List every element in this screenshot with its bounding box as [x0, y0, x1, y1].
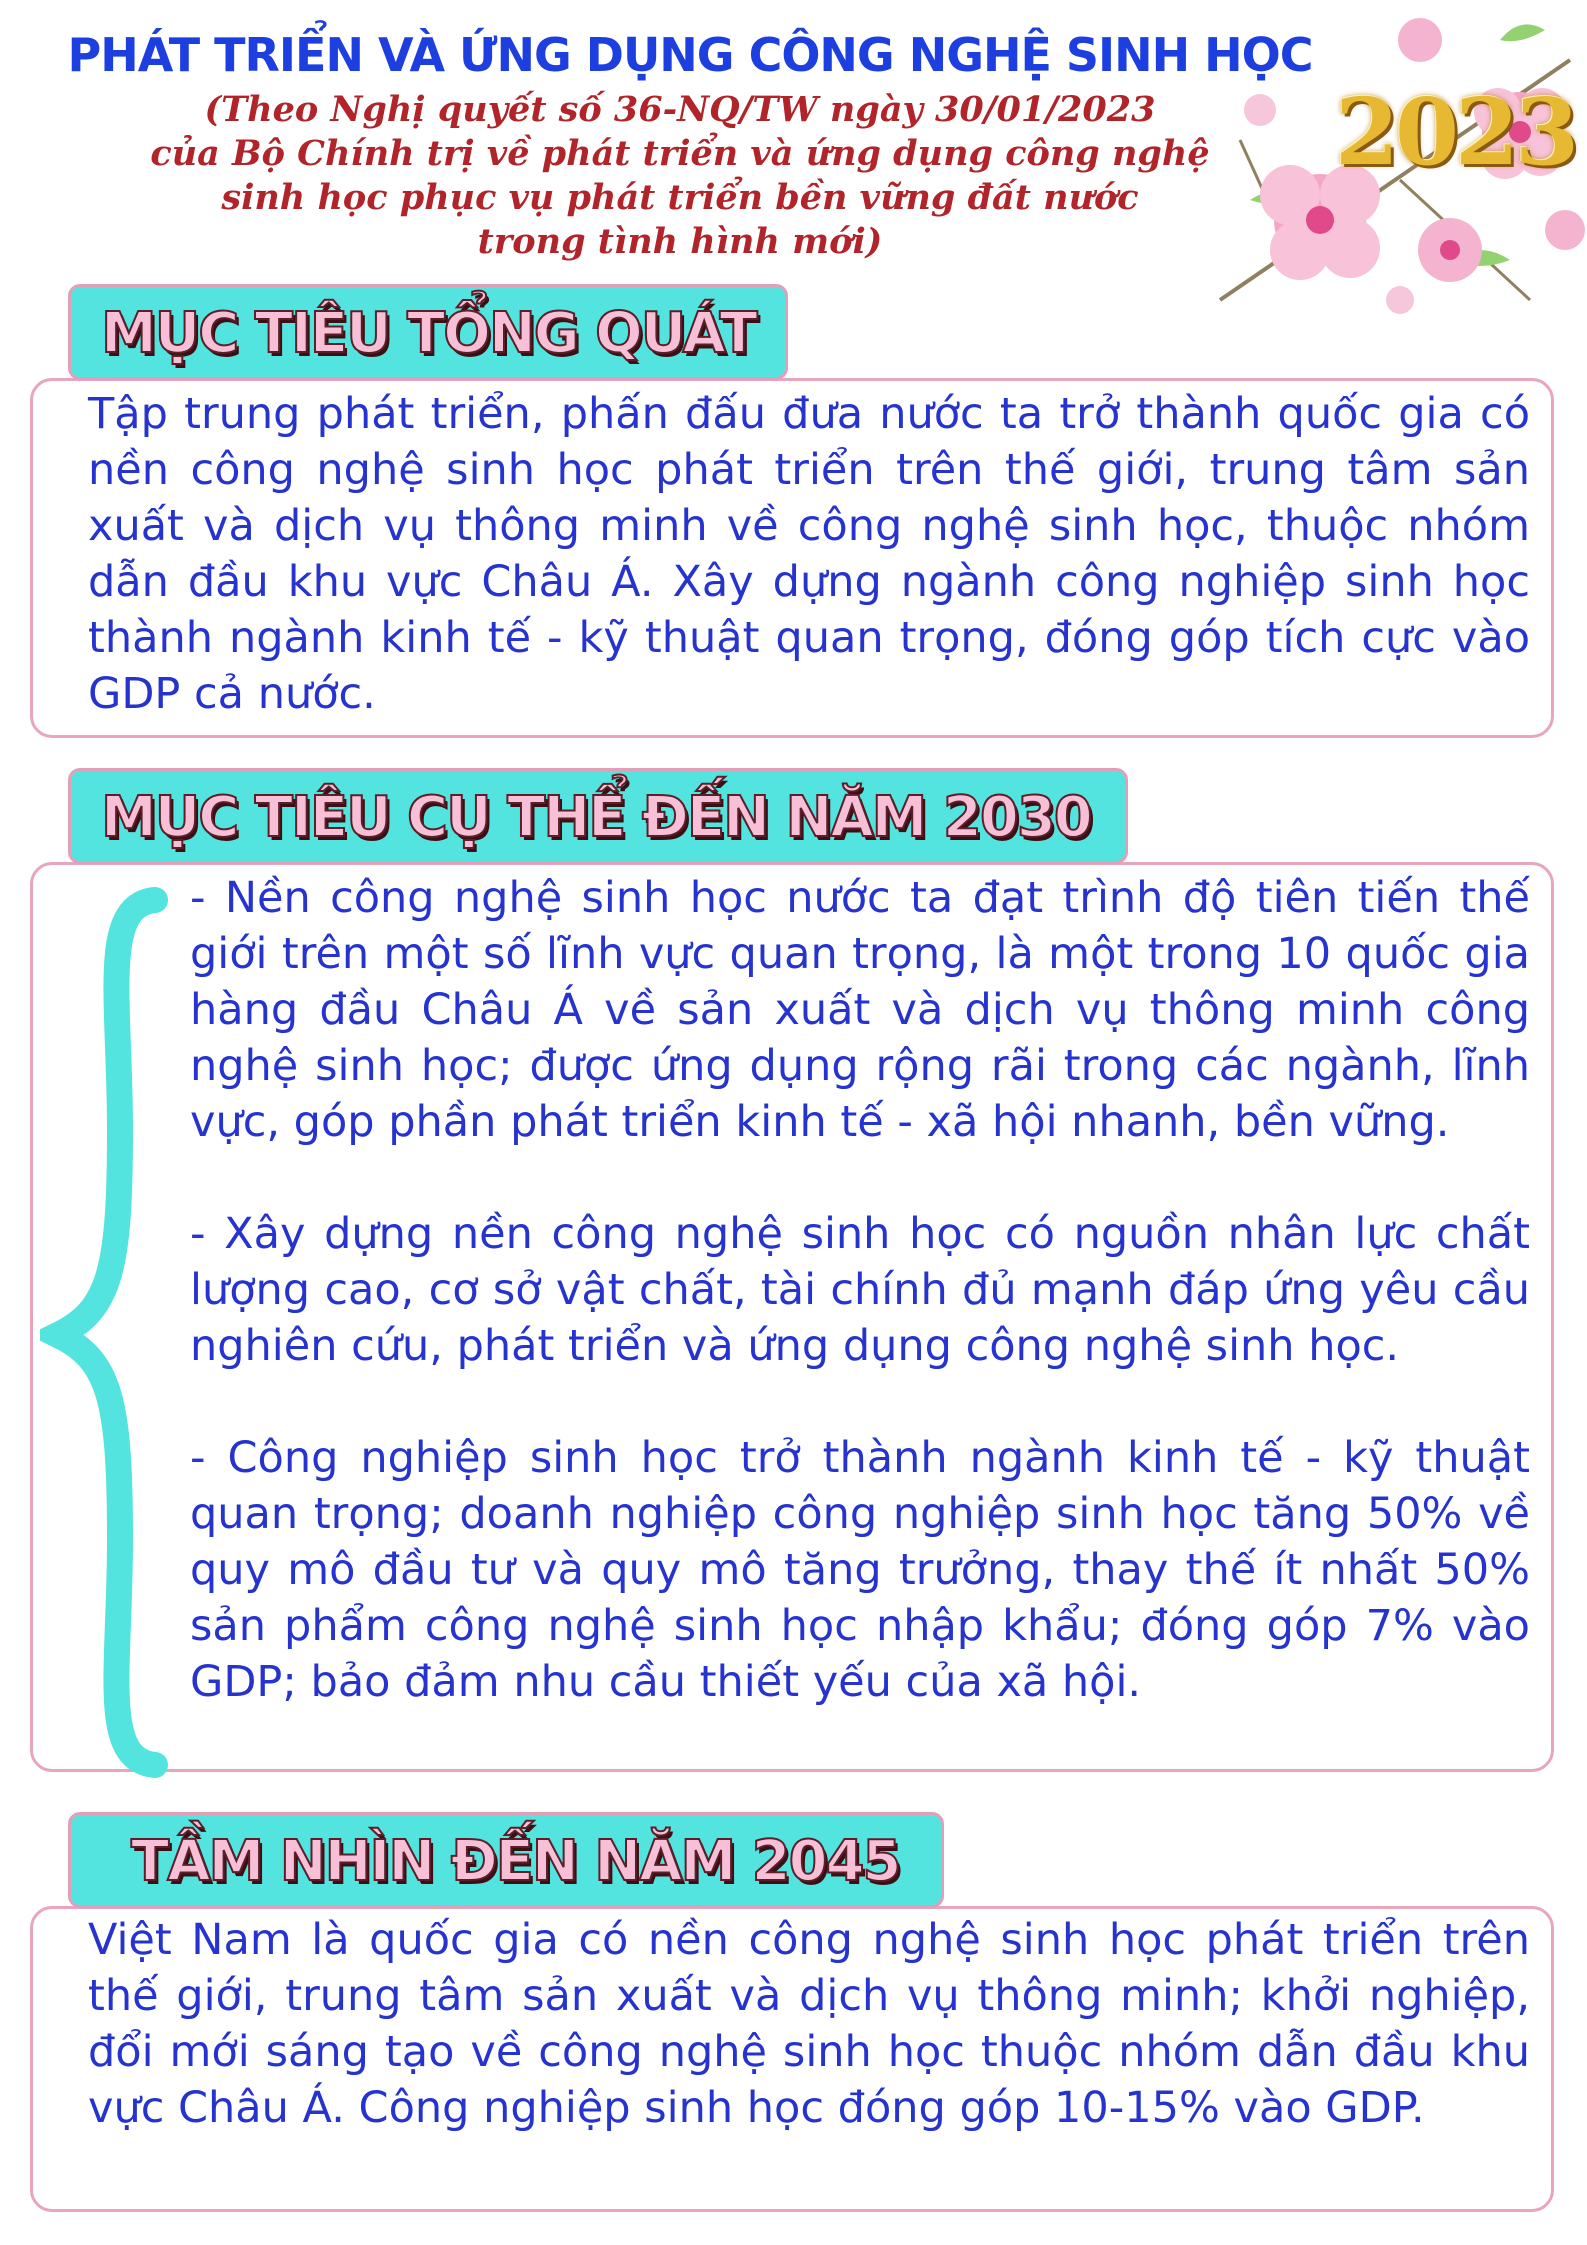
section-heading: TẦM NHÌN ĐẾN NĂM 2045	[131, 1829, 900, 1894]
subtitle-line: trong tình hình mới)	[477, 221, 883, 262]
subtitle	[120, 88, 1240, 264]
vision-text: Việt Nam là quốc gia có nền công nghệ sinh học phát triển trên thế giới, trung tâm sản xuất và dịch vụ thông minh; khởi nghiệp, đổi mới sáng tạo về công nghệ sinh học thuộc nhóm dẫn đầu khu vực Châu Á. Công nghiệp sinh học đóng góp 10-15% vào GDP.	[88, 1915, 1530, 2133]
subtitle-line: sinh học phục vụ phát triển bền vững đất nước	[221, 177, 1139, 218]
specific-goals-heading	[68, 768, 1128, 864]
specific-goal-item-2: - Xây dựng nền công nghệ sinh học có nguồn nhân lực chất lượng cao, cơ sở vật chất, tài chính đủ mạnh đáp ứng yêu cầu nghiên cứu, phát triển và ứng dụng công nghệ sinh học.	[190, 1209, 1530, 1371]
curly-brace-icon	[40, 880, 170, 1780]
specific-goal-item-1: - Nền công nghệ sinh học nước ta đạt trình độ tiên tiến thế giới trên một số lĩnh vực quan trọng, là một trong 10 quốc gia hàng đầu Châu Á về sản xuất và dịch vụ thông minh công nghệ sinh học; được ứng dụng rộng rãi trong các ngành, lĩnh vực, góp phần phát triển kinh tế - xã hội nhanh, bền vững.	[190, 873, 1530, 1147]
subtitle-line: (Theo Nghị quyết số 36-NQ/TW ngày 30/01/2023	[204, 89, 1156, 130]
section-heading: MỤC TIÊU CỤ THỂ ĐẾN NĂM 2030	[101, 785, 1091, 850]
peach-blossom-icon	[1200, 0, 1587, 330]
general-goal-heading	[68, 284, 788, 380]
page-title: PHÁT TRIỂN VÀ ỨNG DỤNG CÔNG NGHỆ SINH HỌC	[67, 28, 1313, 82]
general-goal-text: Tập trung phát triển, phấn đấu đưa nước ta trở thành quốc gia có nền công nghệ sinh học phát triển trên thế giới, trung tâm sản xuất và dịch vụ thông minh về công nghệ sinh học, thuộc nhóm dẫn đầu khu vực Châu Á. Xây dựng ngành công nghiệp sinh học thành ngành kinh tế - kỹ thuật quan trọng, đóng góp tích cực vào GDP cả nước.	[88, 389, 1530, 719]
section-heading: MỤC TIÊU TỔNG QUÁT	[101, 301, 756, 366]
year-badge: 2023	[1335, 78, 1576, 186]
vision-heading	[68, 1812, 944, 1908]
specific-goal-item-3: - Công nghiệp sinh học trở thành ngành kinh tế - kỹ thuật quan trọng; doanh nghiệp công nghiệp sinh học tăng 50% về quy mô đầu tư và quy mô tăng trưởng, thay thế ít nhất 50% sản phẩm công nghệ sinh học nhập khẩu; đóng góp 7% vào GDP; bảo đảm nhu cầu thiết yếu của xã hội.	[190, 1433, 1530, 1707]
subtitle-line: của Bộ Chính trị về phát triển và ứng dụng công nghệ	[150, 133, 1210, 174]
